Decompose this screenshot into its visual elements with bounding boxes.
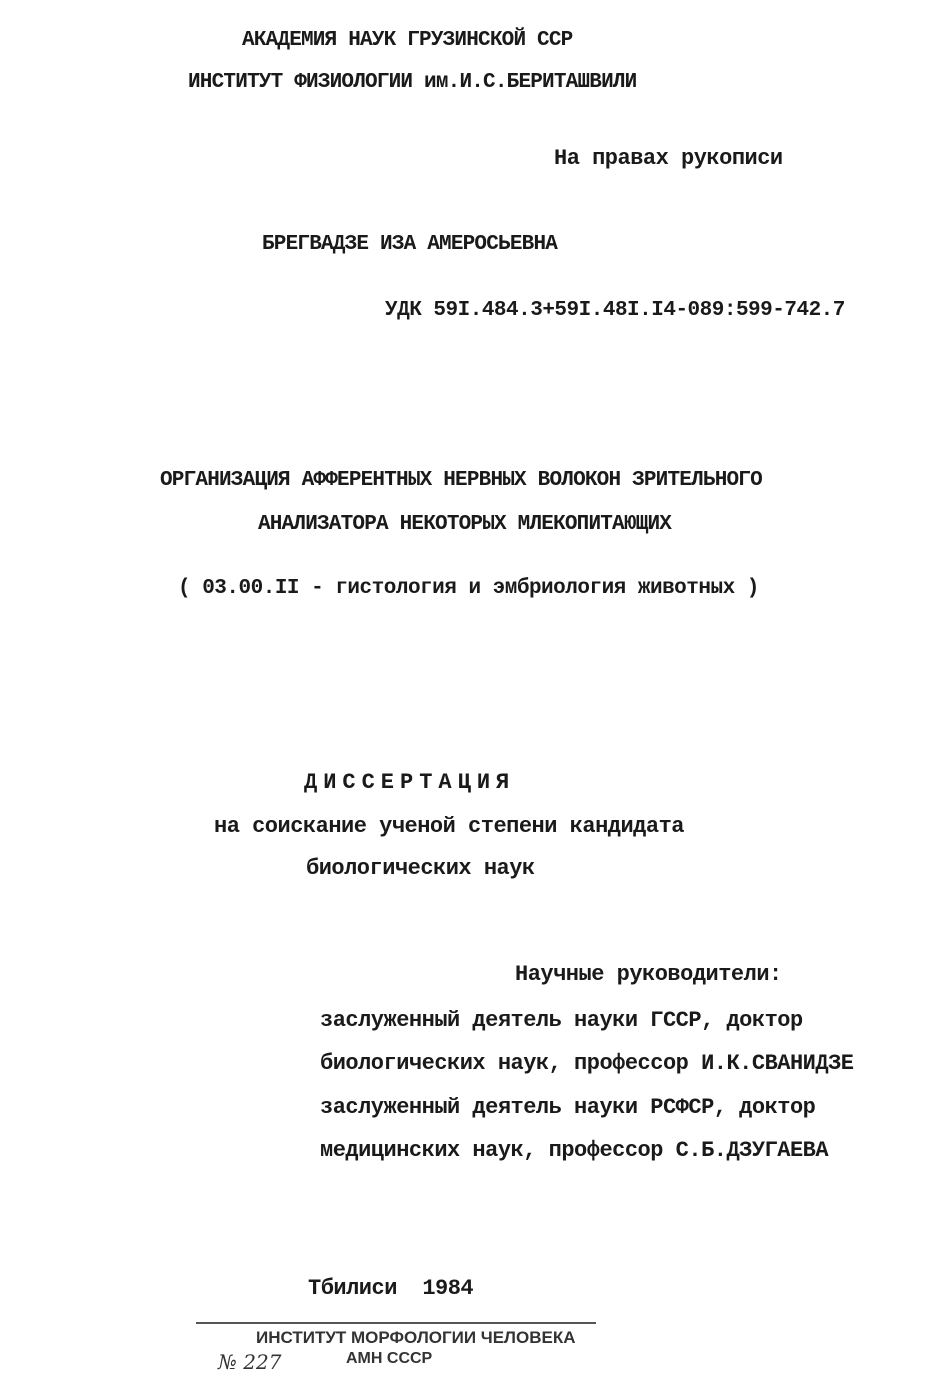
specialty-code: ( 03.00.II - гистология и эмбриология животных ) — [178, 577, 759, 600]
stamp-institute: ИНСТИТУТ МОРФОЛОГИИ ЧЕЛОВЕКА — [256, 1328, 576, 1347]
place-year: Тбилиси 1984 — [308, 1276, 474, 1301]
author-name: БРЕГВАДЗЕ ИЗА АМЕРОСЬЕВНА — [262, 233, 558, 256]
manuscript-note: На правах рукописи — [554, 146, 783, 171]
supervisors-heading: Научные руководители: — [515, 962, 782, 987]
title-line-2: АНАЛИЗАТОРА НЕКОТОРЫХ МЛЕКОПИТАЮЩИХ — [258, 513, 672, 536]
degree-line-2: биологических наук — [306, 856, 535, 881]
supervisor-line: заслуженный деятель науки РСФСР, доктор — [320, 1095, 816, 1120]
supervisor-line: биологических наук, профессор И.К.СВАНИДЗЕ — [320, 1051, 854, 1076]
institute-name: ИНСТИТУТ ФИЗИОЛОГИИ им.И.С.БЕРИТАШВИЛИ — [188, 71, 637, 94]
library-stamp — [196, 1322, 596, 1382]
academy-name: АКАДЕМИЯ НАУК ГРУЗИНСКОЙ ССР — [242, 29, 573, 52]
title-line-1: ОРГАНИЗАЦИЯ АФФЕРЕНТНЫХ НЕРВНЫХ ВОЛОКОН ЗРИТЕЛЬНОГО — [160, 469, 762, 492]
supervisor-line: заслуженный деятель науки ГССР, доктор — [320, 1008, 803, 1033]
supervisor-line: медицинских наук, профессор С.Б.ДЗУГАЕВА — [320, 1138, 829, 1163]
udk-code: УДК 59I.484.3+59I.48I.I4-089:599-742.7 — [385, 299, 845, 322]
stamp-number: № 227 — [218, 1350, 282, 1374]
stamp-academy: АМН СССР — [346, 1350, 433, 1367]
degree-line-1: на соискание ученой степени кандидата — [214, 814, 684, 839]
dissertation-heading: ДИССЕРТАЦИЯ — [304, 770, 516, 795]
